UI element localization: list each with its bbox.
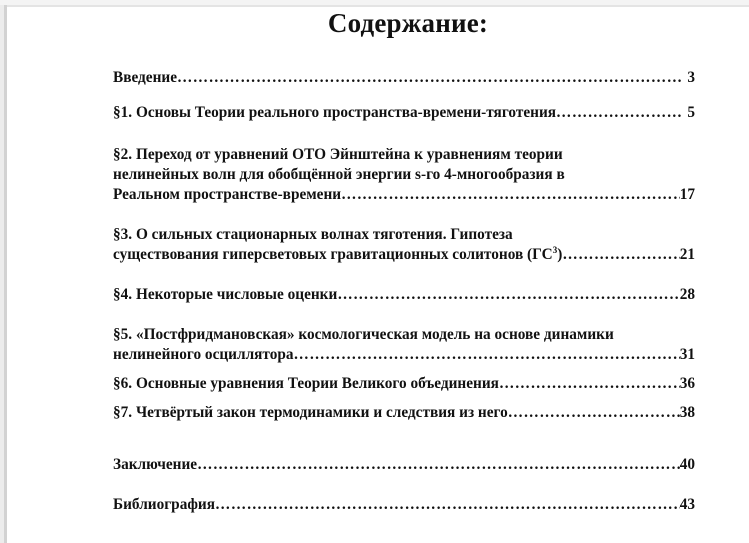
toc-entry-line [113,245,695,265]
toc-entry-title-line: нелинейных волн для обобщённой энергии s-го 4-многообразия в [113,166,565,183]
toc-entry-section-3[interactable] [113,225,695,265]
toc-entry-title: Реальном пространстве-времени [113,186,342,203]
toc-leader-dots [337,285,679,305]
toc-entry-line [113,185,695,205]
document-page [7,7,749,543]
toc-leader-dots [197,455,680,475]
toc-entry-title: §4. Некоторые числовые оценки [113,286,338,303]
toc-entry-introduction[interactable] [113,68,695,88]
toc-page-number: 17 [679,186,695,203]
toc-leader-dots [556,103,681,123]
toc-leader-dots [499,374,680,394]
toc-page-number: 3 [687,69,695,86]
toc-leader-dots [215,495,680,515]
toc-entry-title: Введение [113,69,177,86]
superscript: 3 [552,245,558,255]
toc-page-number: 5 [687,104,695,121]
toc-entry-section-1[interactable] [113,103,695,123]
toc-entry-line [113,285,695,305]
toc-entry-section-5[interactable] [113,325,695,365]
toc-entry-bibliography[interactable] [113,495,695,515]
toc-entry-title-line: §2. Переход от уравнений ОТО Эйнштейна к уравнениям теории [113,146,563,163]
toc-page-number: 40 [679,456,695,473]
toc-entry-title: Библиография [113,496,216,513]
toc-entry-line [113,403,695,423]
toc-entry-title-text: существования гиперсветовых гравитационных солитонов (ГС [113,246,553,263]
toc-entry-section-4[interactable] [113,285,695,305]
toc-entry-title: §6. Основные уравнения Теории Великого объединения [113,375,499,392]
toc-entry-title: нелинейного осциллятора [113,346,294,363]
toc-entry-title: Заключение [113,456,198,473]
toc-page-number: 21 [679,246,695,263]
toc-entry-line [113,103,695,123]
toc-leader-dots [177,68,681,88]
toc-entry-title: §7. Четвёртый закон термодинамики и следствия из него [113,404,508,421]
toc-leader-dots [508,403,680,423]
toc-entry-line [113,455,695,475]
toc-page-number: 31 [679,346,695,363]
toc-entry-line [113,495,695,515]
toc-entry-title-tail: ) [557,246,563,263]
toc-leader-dots [562,245,679,265]
toc-entry-line [113,68,695,88]
toc-page-number: 38 [679,404,695,421]
toc-entry-section-7[interactable] [113,403,695,423]
toc-leader-dots [341,185,680,205]
page-title: Содержание: [327,8,489,38]
toc-entry-title: §1. Основы Теории реального пространства-времени-тяготения [113,104,557,121]
toc-page-number: 36 [679,375,695,392]
toc-page-number: 28 [679,286,695,303]
toc-entry-conclusion[interactable] [113,455,695,475]
toc-entry-line [113,374,695,394]
toc-entry-section-6[interactable] [113,374,695,394]
toc-entry-title-line: §5. «Постфридмановская» космологическая модель на основе динамики [113,326,614,343]
toc-page-number: 43 [679,496,695,513]
toc-entry-title [113,245,562,265]
toc-entry-title-line: §3. О сильных стационарных волнах тяготения. Гипотеза [113,226,513,243]
toc-entry-section-2[interactable] [113,145,695,205]
toc-leader-dots [294,345,680,365]
toc-entry-line [113,345,695,365]
